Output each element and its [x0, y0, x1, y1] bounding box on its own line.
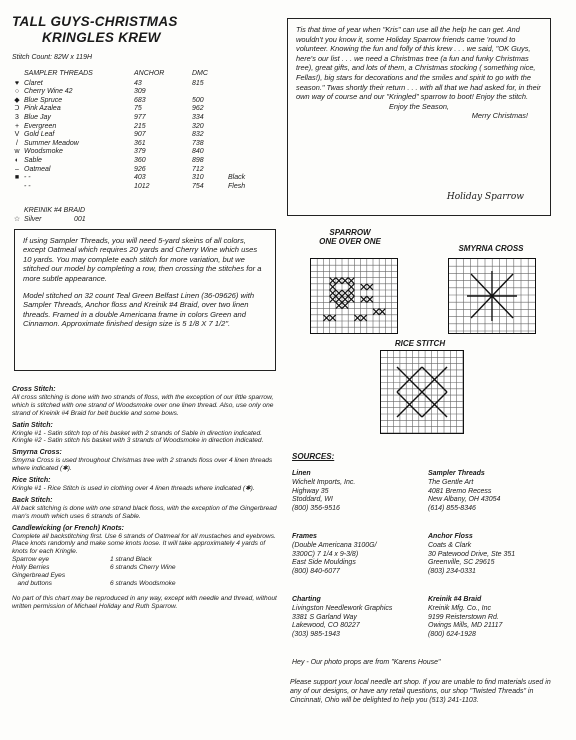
thread-row — [10, 123, 290, 132]
kreinik-color: Silver — [24, 216, 42, 223]
knot-strands: 1 strand Black — [110, 556, 152, 564]
thread-row — [10, 80, 290, 89]
smyrna-label: SMYRNA CROSS — [458, 244, 524, 253]
source-sampler-threads: Sampler Threads The Gentle Art 4081 Bremo Recess New Albany, OH 43054 (614) 855-8346 — [428, 470, 501, 513]
sources-title: SOURCES: — [292, 452, 335, 461]
anchor-number: 926 — [134, 165, 146, 173]
anchor-number: 1012 — [134, 182, 150, 190]
thread-name: Blue Spruce — [24, 96, 63, 104]
dmc-number: 500 — [192, 96, 204, 104]
closing-line-1: Enjoy the Season, — [389, 101, 449, 111]
thread-note: Flesh — [228, 182, 246, 190]
thread-note — [228, 140, 268, 149]
thread-name: Pink Azalea — [24, 105, 61, 113]
source-kreinik: Kreinik #4 Braid Kreinik Mfg. Co., Inc 9199 Reisterstown Rd. Owings Mills, MD 21117 (800) 624-1928 — [428, 596, 503, 639]
instruction-text: All cross stitching is done with two strands of floss, with the exception of our little sparrow, which is stitched with one strand of Woodsmoke over one linen thread. Also, use only one strand of Kreinik #4 Braid for belt buckle and some bows. — [12, 393, 274, 417]
thread-name: - - — [24, 182, 31, 190]
kreinik-header: KREINIK #4 BRAID — [24, 207, 86, 214]
anchor-number: 215 — [134, 122, 146, 130]
thread-symbol-icon: ◐ — [14, 156, 20, 164]
props-note: Hey - Our photo props are from "Karens House" — [292, 659, 441, 666]
dmc-number: 310 — [192, 174, 204, 182]
thread-symbol-icon: 3 — [15, 113, 19, 121]
thread-name: Cherry Wine 42 — [24, 88, 73, 96]
model-note: Model stitched on 32 count Teal Green Belfast Linen (36-09626) with Sampler Threads, Anchor floss and Kreinik #4 Braid, over two linen threads. Framed in a double Americana frame in colors Green and Cinnamon. Approximate finished design size is 5 1/8 X 7 1/2". — [23, 291, 255, 329]
knot-row — [12, 580, 278, 588]
thread-row — [10, 166, 290, 175]
anchor-number: 683 — [134, 96, 146, 104]
dmc-number: 712 — [192, 165, 204, 173]
instruction-text: Kringle #1 - Rice Stitch is used in clothing over 4 linen threads where indicated (✱). — [12, 484, 255, 492]
thread-note: Black — [228, 174, 246, 182]
thread-symbol-icon: – — [15, 165, 19, 173]
thread-symbol-icon: w — [14, 148, 20, 156]
thread-row — [10, 88, 290, 97]
dmc-number: 898 — [192, 156, 204, 164]
thread-rows — [10, 80, 290, 192]
thread-note — [228, 105, 268, 114]
materials-note: If using Sampler Threads, you will need 5-yard skeins of all colors, except Oatmeal which requires 20 yards and Cherry Wine which uses 10 yards. You may complete each stitch for more variation, but we stitched our model by completing a row, then crossing the stitches for a more subtle appearance. — [23, 236, 262, 283]
thread-symbol-icon: V — [14, 131, 20, 139]
stitch-count: Stitch Count: 82W x 119H — [12, 54, 93, 61]
thread-row — [10, 114, 290, 123]
thread-name: - - — [24, 174, 31, 182]
header-anchor: ANCHOR — [134, 70, 165, 77]
header-sampler-threads: SAMPLER THREADS — [24, 70, 93, 77]
thread-note — [228, 131, 268, 140]
thread-row — [10, 97, 290, 106]
thread-note — [228, 166, 268, 175]
dmc-number: 320 — [192, 122, 204, 130]
title-line-2: KRINGLES KREW — [42, 30, 161, 45]
dmc-number: 832 — [192, 131, 204, 139]
instruction-text: All back stitching is done with one strand black floss, with the exception of the Gingerbread man's mouth which uses 6 strands of Sable. — [12, 504, 277, 520]
knot-row — [12, 564, 278, 572]
title-line-1: TALL GUYS-CHRISTMAS — [12, 14, 178, 29]
thread-symbol-icon: Ↄ — [14, 105, 20, 113]
thread-name: Sable — [24, 156, 42, 164]
source-charting: Charting Livingston Needlework Graphics 3381 S Garland Way Lakewood, CO 80227 (303) 985-1943 — [292, 596, 393, 639]
knot-strands: 6 strands Woodsmoke — [110, 579, 176, 587]
thread-note — [228, 148, 268, 157]
thread-name: Summer Meadow — [24, 139, 79, 147]
anchor-number: 43 — [134, 79, 142, 87]
story-box — [287, 18, 551, 216]
thread-symbol-icon: ♥ — [14, 79, 20, 87]
knot-item: Holly Berries — [12, 564, 50, 572]
anchor-number: 361 — [134, 139, 146, 147]
anchor-number: 360 — [134, 156, 146, 164]
copyright-note: No part of this chart may be reproduced in any way, except with needle and thread, without written permission of Michael Holiday and Ruth Sparrow. — [12, 594, 277, 610]
anchor-number: 75 — [134, 105, 142, 113]
thread-legend — [10, 70, 290, 191]
thread-note — [228, 97, 268, 106]
source-frames: Frames (Double Americana 3100G/ 3300C) 7 1/4 x 9-3/8) East Side Mouldings (800) 840-6077 — [292, 533, 377, 576]
instruction-text: Complete all backstitching first. Use 6 strands of Oatmeal for all mustaches and eyebrows. Place knots randomly and make some knots loose. It will take approximately 4 yards of knots for each Kringle. — [12, 532, 276, 556]
knot-item: Sparrow eye — [12, 556, 50, 564]
header-dmc: DMC — [192, 70, 208, 77]
chart-title — [12, 14, 262, 46]
instruction-heading: Candlewicking (or French) Knots: — [12, 524, 125, 532]
thread-name: Claret — [24, 79, 43, 87]
instruction-text: Smyrna Cross is used throughout Christmas tree with 2 strands floss over 4 linen threads where indicated (✱). — [12, 457, 273, 473]
thread-note — [228, 88, 268, 97]
source-linen: Linen Wichelt Imports, Inc. Highway 35 Stoddard, WI (800) 356-9516 — [292, 470, 356, 513]
instruction-heading: Cross Stitch: — [12, 386, 56, 393]
thread-note — [228, 157, 268, 166]
source-name: Frames — [292, 533, 317, 540]
story-text: Tis that time of year when "Kris" can use all the help he can get. And wouldn't you know it, some Holiday Sparrow friends came 'round to volunteer. Knowing the fun and folly of this krew . . . we said, "OK Guys, here's our list . . . we need a Christmas tree (a fun and funky Christmas tree), great gifts, and lots of them, a Christmas stocking ( something nice, Fellas!), big stars for decorations and the smiles and spirit to go with the season." Twas shortly their return . . . with all that we had asked for, in their own way of course and our "Kringled" sparrow to boot! Enjoy the stitch. — [296, 25, 541, 102]
thread-row — [10, 157, 290, 166]
thread-row — [10, 183, 290, 192]
thread-row — [10, 174, 290, 183]
smyrna-diagram — [448, 258, 536, 334]
dmc-number: 962 — [192, 105, 204, 113]
instruction-heading: Satin Stitch: — [12, 421, 53, 429]
knot-item: Gingerbread Eyes — [12, 572, 66, 580]
dmc-number: 815 — [192, 79, 204, 87]
sparrow-diagram — [310, 258, 398, 334]
thread-row — [10, 105, 290, 114]
thread-symbol-icon: ■ — [14, 174, 20, 182]
anchor-number: 379 — [134, 148, 146, 156]
source-name: Kreinik #4 Braid — [428, 596, 482, 603]
thread-legend-header — [10, 70, 290, 79]
thread-note — [228, 123, 268, 132]
anchor-number: 977 — [134, 113, 146, 121]
instruction-text: Kringle #1 - Satin stitch top of his basket with 2 strands of Sable in direction indicated. Kringle #2 - Satin stitch his basket with 3 strands of Woodsmoke in direction indicated. — [12, 429, 264, 445]
anchor-number: 403 — [134, 174, 146, 182]
thread-note — [228, 80, 268, 89]
knot-item: and buttons — [12, 579, 52, 587]
thread-name: Gold Leaf — [24, 131, 55, 139]
thread-symbol-icon: / — [16, 139, 18, 147]
instruction-heading: Rice Stitch: — [12, 477, 51, 485]
thread-symbol-icon: ○ — [14, 88, 20, 96]
materials-info-box — [14, 229, 276, 371]
rice-label: RICE STITCH — [394, 339, 446, 348]
source-anchor-floss: Anchor Floss Coats & Clark 30 Patewood Drive, Ste 351 Greenville, SC 29615 (803) 234-0331 — [428, 533, 516, 576]
kreinik-code: 001 — [74, 216, 86, 223]
thread-note — [228, 114, 268, 123]
source-name: Charting — [292, 596, 321, 603]
kreinik-legend — [10, 206, 290, 224]
knots-table — [12, 556, 278, 588]
dmc-number — [192, 88, 228, 97]
thread-row — [10, 140, 290, 149]
signature: Holiday Sparrow — [446, 192, 524, 203]
source-name: Sampler Threads — [428, 470, 485, 477]
thread-row — [10, 148, 290, 157]
thread-name: Woodsmoke — [24, 148, 63, 156]
thread-symbol-icon: + — [14, 122, 20, 130]
instruction-heading: Back Stitch: — [12, 496, 53, 504]
thread-symbol-icon: ◆ — [14, 96, 20, 104]
knot-row — [12, 572, 278, 580]
dmc-number: 738 — [192, 139, 204, 147]
rice-stitch-diagram — [380, 350, 464, 434]
anchor-number: 309 — [134, 88, 146, 96]
closing-line-2: Merry Christmas! — [471, 111, 528, 121]
source-name: Anchor Floss — [428, 533, 473, 540]
thread-row — [10, 131, 290, 140]
thread-name: Blue Jay — [24, 113, 51, 121]
thread-symbol-icon — [10, 183, 24, 192]
dmc-number: 334 — [192, 113, 204, 121]
dmc-number: 754 — [192, 182, 204, 190]
knot-strands: 6 strands Cherry Wine — [110, 564, 176, 572]
dmc-number: 840 — [192, 148, 204, 156]
thread-name: Evergreen — [24, 122, 57, 130]
anchor-number: 907 — [134, 131, 146, 139]
support-note: Please support your local needle art shop. If you are unable to find materials used in any of our designs, or have any retail questions, our shop "Twisted Threads" in Cincinnati, Ohio will be delighted to help you (513) 241-1103. — [290, 679, 551, 704]
thread-name: Oatmeal — [24, 165, 51, 173]
sparrow-label: SPARROW ONE OVER ONE — [319, 228, 381, 246]
instruction-heading: Smyrna Cross: — [12, 449, 62, 457]
source-name: Linen — [292, 470, 311, 477]
stitch-instructions — [12, 382, 278, 611]
knot-row — [12, 556, 278, 564]
star-symbol-icon: ☆ — [13, 216, 21, 223]
